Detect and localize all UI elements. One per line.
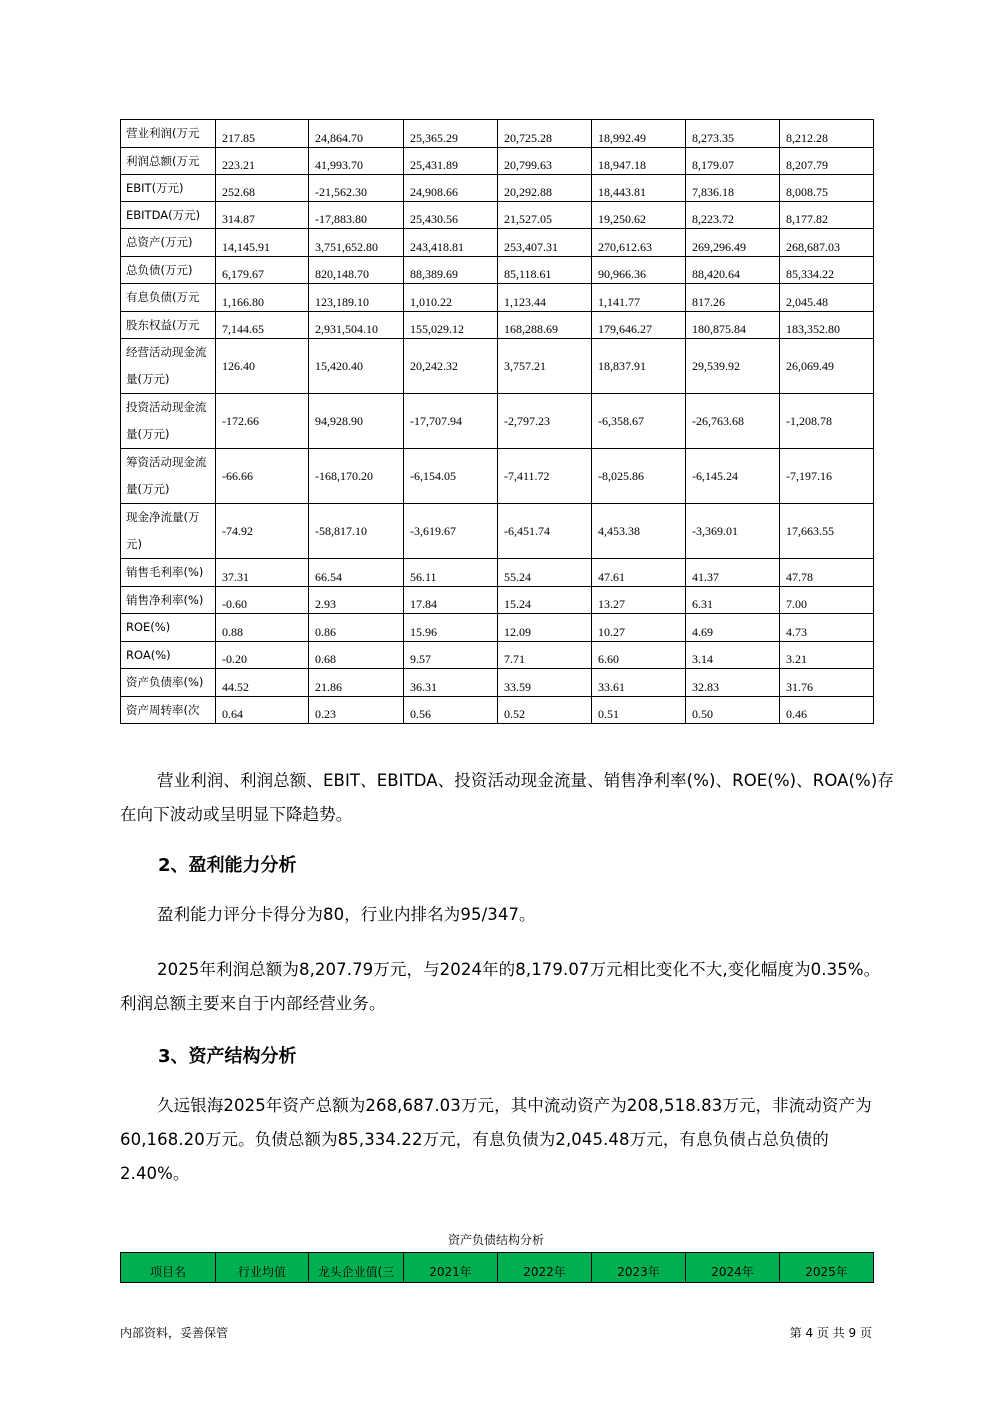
table-cell: 20,242.32: [404, 339, 498, 394]
table-cell: 180,875.84: [686, 312, 780, 339]
table-cell: 19,250.62: [592, 202, 686, 229]
row-label: 营业利润(万元: [121, 120, 216, 148]
table-cell: -168,170.20: [309, 449, 404, 504]
table-cell: 314.87: [216, 202, 309, 229]
table-cell: -0.60: [216, 587, 309, 614]
table-cell: 17,663.55: [780, 504, 874, 559]
table-row: [121, 339, 874, 394]
table-cell: 252.68: [216, 175, 309, 202]
table-row: [121, 587, 874, 614]
table-cell: 8,179.07: [686, 148, 780, 175]
table-cell: 41.37: [686, 559, 780, 587]
table-cell: 1,141.77: [592, 284, 686, 312]
row-label: 筹资活动现金流量(万元): [121, 449, 216, 504]
table-cell: 7.00: [780, 587, 874, 614]
header-cell: 2023年: [592, 1253, 686, 1283]
table-cell: 0.88: [216, 614, 309, 642]
table-row: [121, 642, 874, 669]
financial-indicators-table: [120, 119, 874, 724]
row-label: 销售毛利率(%): [121, 559, 216, 587]
table-cell: -3,619.67: [404, 504, 498, 559]
table-cell: 88,389.69: [404, 257, 498, 284]
table-cell: 33.59: [498, 669, 592, 697]
table-cell: 90,966.36: [592, 257, 686, 284]
table-cell: 7,836.18: [686, 175, 780, 202]
table-cell: 3,757.21: [498, 339, 592, 394]
table-cell: 0.64: [216, 697, 309, 724]
table-cell: 26,069.49: [780, 339, 874, 394]
row-label: 总负债(万元): [121, 257, 216, 284]
table-cell: -17,707.94: [404, 394, 498, 449]
table-cell: 85,334.22: [780, 257, 874, 284]
row-label: 销售净利率(%): [121, 587, 216, 614]
footer-confidential-note: 内部资料，妥善保管: [120, 1326, 229, 1340]
table-cell: 2,045.48: [780, 284, 874, 312]
table-cell: -0.20: [216, 642, 309, 669]
table-cell: 7,144.65: [216, 312, 309, 339]
table-cell: -21,562.30: [309, 175, 404, 202]
table-cell: 20,725.28: [498, 120, 592, 148]
row-label: 资产负债率(%): [121, 669, 216, 697]
table-cell: 155,029.12: [404, 312, 498, 339]
structure-table-caption: 资产负债结构分析: [447, 1233, 544, 1247]
table-cell: 2.93: [309, 587, 404, 614]
table-cell: 21,527.05: [498, 202, 592, 229]
row-label: 投资活动现金流量(万元): [121, 394, 216, 449]
table-row: [121, 614, 874, 642]
table-cell: 268,687.03: [780, 229, 874, 257]
table-cell: 1,123.44: [498, 284, 592, 312]
table-cell: -172.66: [216, 394, 309, 449]
table-cell: -74.92: [216, 504, 309, 559]
table-cell: 24,864.70: [309, 120, 404, 148]
table-row: [121, 148, 874, 175]
table-cell: 123,189.10: [309, 284, 404, 312]
header-cell: 2022年: [498, 1253, 592, 1283]
table-cell: 94,928.90: [309, 394, 404, 449]
table-cell: 1,166.80: [216, 284, 309, 312]
table-cell: 217.85: [216, 120, 309, 148]
table-cell: 0.46: [780, 697, 874, 724]
table-row: [121, 449, 874, 504]
table-cell: 25,430.56: [404, 202, 498, 229]
profitability-score-paragraph: 盈利能力评分卡得分为80，行业内排名为95/347。: [157, 905, 536, 924]
table-row: [121, 504, 874, 559]
table-cell: 8,008.75: [780, 175, 874, 202]
table-cell: 10.27: [592, 614, 686, 642]
table-cell: 44.52: [216, 669, 309, 697]
table-cell: -58,817.10: [309, 504, 404, 559]
table-cell: 2,931,504.10: [309, 312, 404, 339]
table-row: [121, 284, 874, 312]
table-cell: -6,358.67: [592, 394, 686, 449]
table-cell: 9.57: [404, 642, 498, 669]
table-row: [121, 120, 874, 148]
row-label: ROA(%): [121, 642, 216, 669]
row-label: 利润总额(万元: [121, 148, 216, 175]
row-label: 资产周转率(次: [121, 697, 216, 724]
table-cell: 253,407.31: [498, 229, 592, 257]
asset-liability-structure-table: [120, 1252, 874, 1283]
table-cell: 33.61: [592, 669, 686, 697]
table-cell: 21.86: [309, 669, 404, 697]
table-cell: 270,612.63: [592, 229, 686, 257]
table-cell: 31.76: [780, 669, 874, 697]
table-cell: 183,352.80: [780, 312, 874, 339]
table-cell: 3.14: [686, 642, 780, 669]
table-cell: 4,453.38: [592, 504, 686, 559]
table-cell: 8,177.82: [780, 202, 874, 229]
table-cell: 25,431.89: [404, 148, 498, 175]
table-row: [121, 175, 874, 202]
table-cell: 168,288.69: [498, 312, 592, 339]
table-row: [121, 669, 874, 697]
table-cell: 8,212.28: [780, 120, 874, 148]
table-cell: -2,797.23: [498, 394, 592, 449]
row-label: ROE(%): [121, 614, 216, 642]
table-cell: 8,223.72: [686, 202, 780, 229]
table-row: [121, 312, 874, 339]
profit-detail-paragraph: 2025年利润总额为8,207.79万元，与2024年的8,179.07万元相比变化不大,变化幅度为0.35%。利润总额主要来自于内部经营业务。: [120, 960, 881, 1013]
table-cell: 4.73: [780, 614, 874, 642]
table-cell: 36.31: [404, 669, 498, 697]
row-label: 有息负债(万元: [121, 284, 216, 312]
table-cell: 66.54: [309, 559, 404, 587]
trend-paragraph: 营业利润、利润总额、EBIT、EBITDA、投资活动现金流量、销售净利率(%)、ROE(%)、ROA(%)存在向下波动或呈明显下降趋势。: [120, 771, 894, 824]
table-cell: 4.69: [686, 614, 780, 642]
table-cell: 0.51: [592, 697, 686, 724]
table-cell: 18,443.81: [592, 175, 686, 202]
table-cell: 55.24: [498, 559, 592, 587]
table-cell: 18,992.49: [592, 120, 686, 148]
table-cell: 18,947.18: [592, 148, 686, 175]
header-cell: 龙头企业值(三: [309, 1253, 404, 1283]
table-cell: 0.68: [309, 642, 404, 669]
header-cell: 行业均值: [216, 1253, 309, 1283]
table-cell: 15.96: [404, 614, 498, 642]
header-cell: 2025年: [780, 1253, 874, 1283]
table-cell: 37.31: [216, 559, 309, 587]
header-cell: 2024年: [686, 1253, 780, 1283]
table-cell: 6,179.67: [216, 257, 309, 284]
table-cell: 29,539.92: [686, 339, 780, 394]
section-heading-profitability: 2、盈利能力分析: [158, 855, 297, 876]
table-row: [121, 697, 874, 724]
table-cell: 179,646.27: [592, 312, 686, 339]
table-row: [121, 559, 874, 587]
row-label: EBITDA(万元): [121, 202, 216, 229]
table-cell: 269,296.49: [686, 229, 780, 257]
table-cell: 85,118.61: [498, 257, 592, 284]
table-cell: -17,883.80: [309, 202, 404, 229]
table-cell: -8,025.86: [592, 449, 686, 504]
table-row: [121, 394, 874, 449]
table-cell: 6.60: [592, 642, 686, 669]
row-label: 经营活动现金流量(万元): [121, 339, 216, 394]
table-cell: -1,208.78: [780, 394, 874, 449]
table-cell: 18,837.91: [592, 339, 686, 394]
table-cell: 25,365.29: [404, 120, 498, 148]
table-row: [121, 202, 874, 229]
table-cell: 56.11: [404, 559, 498, 587]
table-cell: 0.86: [309, 614, 404, 642]
footer-page-number: 第 4 页 共 9 页: [789, 1326, 872, 1340]
table-cell: -7,197.16: [780, 449, 874, 504]
table-cell: 0.23: [309, 697, 404, 724]
table-cell: 12.09: [498, 614, 592, 642]
row-label: EBIT(万元): [121, 175, 216, 202]
row-label: 现金净流量(万元): [121, 504, 216, 559]
table-cell: 20,799.63: [498, 148, 592, 175]
table-cell: 0.50: [686, 697, 780, 724]
table-cell: -7,411.72: [498, 449, 592, 504]
table-cell: 47.61: [592, 559, 686, 587]
table-cell: -3,369.01: [686, 504, 780, 559]
table-cell: 1,010.22: [404, 284, 498, 312]
table-cell: 8,273.35: [686, 120, 780, 148]
structure-table-header-row: [121, 1253, 874, 1283]
table-cell: 17.84: [404, 587, 498, 614]
table-cell: 7.71: [498, 642, 592, 669]
table-cell: 820,148.70: [309, 257, 404, 284]
table-cell: 13.27: [592, 587, 686, 614]
table-cell: 20,292.88: [498, 175, 592, 202]
table-cell: -6,451.74: [498, 504, 592, 559]
table-cell: -66.66: [216, 449, 309, 504]
table-cell: 3.21: [780, 642, 874, 669]
table-cell: 32.83: [686, 669, 780, 697]
table-cell: 6.31: [686, 587, 780, 614]
table-cell: 0.56: [404, 697, 498, 724]
header-cell: 项目名: [121, 1253, 216, 1283]
table-cell: 41,993.70: [309, 148, 404, 175]
table-cell: 223.21: [216, 148, 309, 175]
table-cell: -6,154.05: [404, 449, 498, 504]
table-cell: 14,145.91: [216, 229, 309, 257]
table-cell: 3,751,652.80: [309, 229, 404, 257]
table-cell: 0.52: [498, 697, 592, 724]
row-label: 总资产(万元): [121, 229, 216, 257]
header-cell: 2021年: [404, 1253, 498, 1283]
asset-structure-paragraph: 久远银海2025年资产总额为268,687.03万元，其中流动资产为208,518.83万元，非流动资产为60,168.20万元。负债总额为85,334.22万元，有息负债为2,045.48万元，有息负债占总负债的2.40%。: [120, 1096, 872, 1183]
table-cell: 47.78: [780, 559, 874, 587]
table-cell: -26,763.68: [686, 394, 780, 449]
table-cell: -6,145.24: [686, 449, 780, 504]
table-cell: 15.24: [498, 587, 592, 614]
table-cell: 243,418.81: [404, 229, 498, 257]
section-heading-asset-structure: 3、资产结构分析: [158, 1046, 297, 1067]
table-row: [121, 257, 874, 284]
table-cell: 24,908.66: [404, 175, 498, 202]
table-cell: 817.26: [686, 284, 780, 312]
row-label: 股东权益(万元: [121, 312, 216, 339]
table-cell: 8,207.79: [780, 148, 874, 175]
table-cell: 88,420.64: [686, 257, 780, 284]
table-cell: 15,420.40: [309, 339, 404, 394]
table-row: [121, 229, 874, 257]
table-cell: 126.40: [216, 339, 309, 394]
